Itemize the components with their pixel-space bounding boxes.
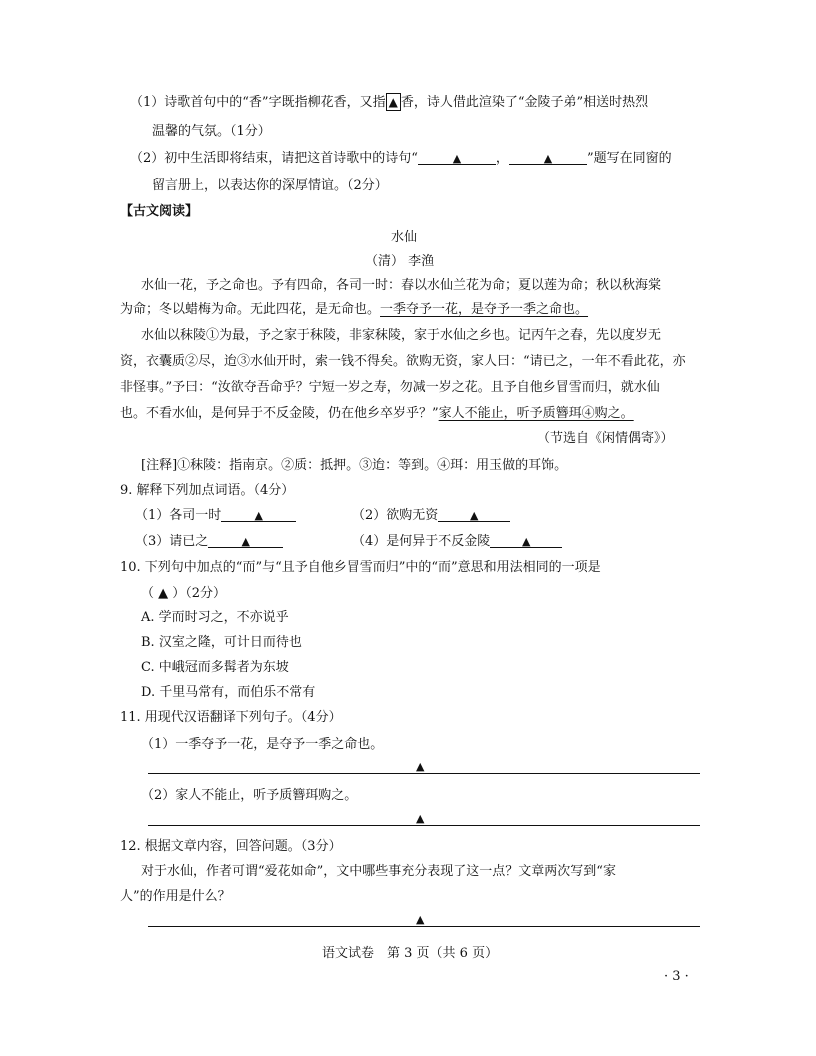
article-para2-line1: 水仙以秣陵①为最，予之家于秣陵，非家秣陵，家于水仙之乡也。记丙午之春，先以度岁无 xyxy=(141,328,662,343)
q9-item4: （4）是何异于不反金陵 ▲ xyxy=(352,533,562,551)
article-para2-line4: 也。不看水仙，是何异于不反金陵，仍在他乡卒岁乎？”家人不能止，听予质簪珥④购之。 xyxy=(120,406,634,421)
answer-line[interactable] xyxy=(148,825,700,826)
answer-blank[interactable] xyxy=(509,150,587,165)
article-source: （节选自《闲情偶寄》） xyxy=(537,431,674,446)
triangle-icon: ▲ xyxy=(416,812,425,825)
q12-stem: 12. 根据文章内容，回答问题。（3分） xyxy=(120,839,342,854)
triangle-icon: ▲ xyxy=(452,152,462,165)
q12-line2: 人”的作用是什么？ xyxy=(120,889,231,904)
triangle-icon: ▲ xyxy=(254,509,264,522)
triangle-icon: ▲ xyxy=(241,535,251,548)
q10-option-b: B. 汉室之隆，可计日而待也 xyxy=(141,635,302,650)
triangle-icon: ▲ xyxy=(416,913,425,926)
footer-title: 语文试卷 第 3 页（共 6 页） xyxy=(322,946,499,961)
article-title: 水仙 xyxy=(391,230,418,245)
triangle-icon: ▲ xyxy=(416,760,425,773)
underlined-sentence: 家人不能止，听予质簪珥④购之。 xyxy=(438,406,634,421)
answer-line[interactable] xyxy=(148,773,700,774)
q-prev-part2: （2）初中生活即将结束，请把这首诗歌中的诗句“ ▲ ， ▲ ”题写在同窗的 xyxy=(130,151,672,166)
section-title: 【古文阅读】 xyxy=(120,204,199,219)
article-para1-line2: 为命；冬以蜡梅为命。无此四花，是无命也。一季夺予一花，是夺予一季之命也。 xyxy=(120,302,589,317)
underlined-sentence: 一季夺予一花，是夺予一季之命也。 xyxy=(380,302,589,317)
q9-stem: 9. 解释下列加点词语。（4分） xyxy=(120,483,295,498)
q12-line1: 对于水仙，作者可谓“爱花如命”，文中哪些事充分表现了这一点？文章两次写到“家 xyxy=(141,864,616,879)
answer-blank[interactable] xyxy=(438,507,510,522)
q-prev-part1-line2: 温馨的气氛。（1分） xyxy=(152,124,271,139)
article-notes: [注释]①秣陵：指南京。②质：抵押。③迨：等到。④珥：用玉做的耳饰。 xyxy=(141,458,568,473)
article-para2-line3: 非怪事。”予曰：“汝欲夺吾命乎？宁短一岁之寿，勿减一岁之花。且予自他乡冒雪而归，就水仙 xyxy=(120,380,660,395)
answer-line[interactable] xyxy=(148,926,700,927)
q10-option-a: A. 学而时习之，不亦说乎 xyxy=(141,610,289,625)
answer-blank[interactable] xyxy=(221,507,296,522)
answer-blank[interactable] xyxy=(418,150,496,165)
triangle-icon: ▲ xyxy=(470,509,479,522)
q10-option-d: D. 千里马常有，而伯乐不常有 xyxy=(141,685,316,700)
q-prev-part2-line2: 留言册上，以表达你的深厚情谊。（2分） xyxy=(152,178,388,193)
footer-page-number: · 3 · xyxy=(664,969,689,984)
answer-blank[interactable] xyxy=(208,533,283,548)
article-author: （清） 李渔 xyxy=(365,254,435,269)
article-para1-line1: 水仙一花，予之命也。予有四命，各司一时：春以水仙兰花为命；夏以莲为命；秋以秋海棠 xyxy=(141,278,662,293)
answer-box[interactable]: ▲ xyxy=(386,93,401,111)
triangle-icon: ▲ xyxy=(543,152,553,165)
q10-stem: 10. 下列句中加点的“而”与“且予自他乡冒雪而归”中的“而”意思和用法相同的一项是 xyxy=(120,560,601,575)
q10-option-c: C. 中峨冠而多髯者为东坡 xyxy=(141,660,289,675)
triangle-icon: ▲ xyxy=(522,535,531,548)
q11-sentence1: （1）一季夺予一花，是夺予一季之命也。 xyxy=(141,737,384,752)
q9-item2: （2）欲购无资 ▲ xyxy=(352,507,510,525)
q9-item1: （1）各司一时 ▲ xyxy=(135,507,296,525)
article-para2-line2: 资，衣囊质②尽，迨③水仙开时，索一钱不得矣。欲购无资，家人曰：“请已之，一年不看此花，亦 xyxy=(120,354,686,369)
q11-stem: 11. 用现代汉语翻译下列句子。（4分） xyxy=(120,710,342,725)
q10-answer-line[interactable]: （ ▲ ）（2分） xyxy=(141,586,227,601)
q9-item3: （3）请已之 ▲ xyxy=(135,533,283,551)
answer-blank[interactable] xyxy=(490,533,562,548)
q-prev-part1: （1）诗歌首句中的“香”字既指柳花香，又指 ▲ 香，诗人借此渲染了“金陵子弟”相送时热烈 xyxy=(130,95,649,110)
q11-sentence2: （2）家人不能止，听予质簪珥购之。 xyxy=(141,788,358,803)
